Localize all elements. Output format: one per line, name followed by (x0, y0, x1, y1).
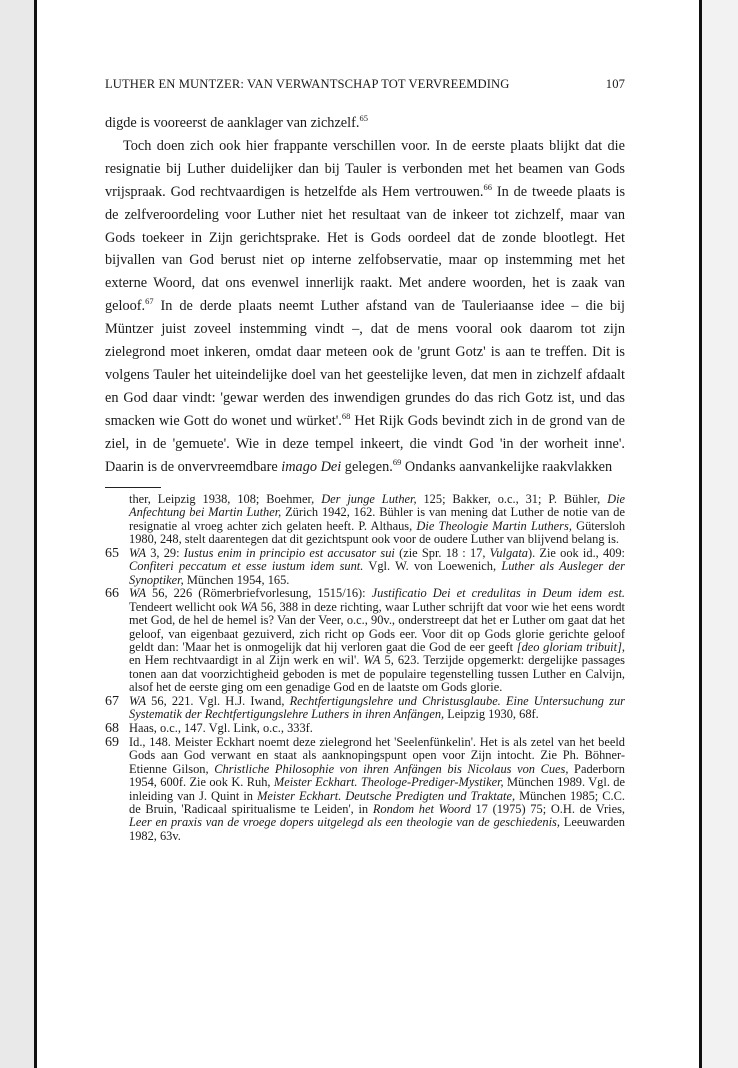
footnote-number: 65 (105, 545, 119, 561)
footnote-number: 67 (105, 693, 119, 709)
scan-right-edge (699, 0, 702, 1068)
page-number: 107 (605, 77, 625, 91)
footnote-ref-69[interactable]: 69 (392, 456, 402, 467)
paragraph: Toch doen zich ook hier frappante verschillen voor. In de eerste plaats blijkt dat die resignatie bij Luther duidelijker dan bij Tauler is verbonden met het beamen van Gods vrijspraak. God rechtvaardigen is hetzelfde als Hem vertrouwen.$^{66}$ In de tweede plaats is de zelfveroordeling voor Luther niet het resultaat van de inkeer tot zichzelf, maar van Gods toekeer in Zijn gerichtsprake. Het is Gods oordeel dat de zonde blootlegt. Het bijvallen van God berust niet op interne zelfobservatie, maar op instemming met het externe Woord, dat ons evenwel innerlijk raakt. Met andere woorden, het is zaak van geloof.$^{67}$ In de derde plaats neemt Luther afstand van de Tauleriaanse idee – die bij Müntzer juist zoveel instemming vindt –, dat de mens vooral ook daarom tot zijn zielegrond moet inkeren, omdat daar meteen ook de 'grunt Gotz' is aan te treffen. Dit is volgens Tauler het uiteindelijke doel van het geestelijke leven, dat men in zichzelf afdaalt en God daar vindt: 'gewar werden des inwendigen grundes do das rich Gotz ist, und das smacken wie Gott do wonet und würket'.$^{68}$ Het Rijk Gods bevindt zich in de grond van de ziel, in de 'gemuete'. Wie in deze tempel inkeert, die vindt God 'in der worheit inne'. Daarin is de onvervreemdbare imago Dei gelegen.$^{69}$ Ondanks aanvankelijke raakvlakken (105, 137, 626, 475)
footnote-number: 68 (105, 720, 119, 736)
footnote-ref-66[interactable]: 66 (483, 181, 492, 192)
footnote-separator (105, 487, 161, 488)
footnote-66: 66 WA 56, 226 (Römerbriefvorlesung, 1515/16): Justificatio Dei et credulitas in Deum idem est. Tendeert wellicht ook WA 56, 388 in deze richting, waar Luther schrijft dat voor wie het eens wordt met God, de hel de hemel is? Van der Veer, o.c., 90v., onderstreept dat het er Luther om gaat dat het geloof, van eigenbaat gezuiverd, zich richt op Gods eer. Voor dit op Gods glorie gerichte geloof geldt dan: 'Maar het is onmogelijk dat hij verloren gaat die God de eer geeft [deo gloriam tribuit], en Hem rechtvaardigt in al Zijn werk en wil'. WA 5, 623. Terzijde opgemerkt: dergelijke passages tonen aan dat voorzichtigheid geboden is met de populaire tegenstelling tussen Luther en Calvijn, alsof het de eerste ging om een genadige God en de laatste om Gods glorie. (105, 586, 625, 695)
scan-left-margin (0, 0, 36, 1068)
footnote-68: 68 Haas, o.c., 147. Vgl. Link, o.c., 333f. (105, 720, 313, 736)
footnote-ref-65[interactable]: 65 (359, 113, 368, 123)
scan-left-edge (34, 0, 37, 1068)
scan-right-margin (700, 0, 738, 1068)
footnote-67: 67 WA 56, 221. Vgl. H.J. Iwand, Rechtfertigungslehre und Christusglaube. Eine Untersuchung zur Systematik der Rechtfertigungslehre Luthers in ihren Anfängen, Leipzig 1930, 68f. (105, 693, 625, 722)
footnote-number: 66 (105, 586, 119, 602)
running-header (105, 77, 625, 97)
footnote-65: 65 WA 3, 29: Iustus enim in principio est accusator sui (zie Spr. 18 : 17, Vulgata). Zie ook id., 409: Confiteri peccatum et esse iustum idem sunt. Vgl. W. von Loewenich, Luther als Ausleger der Synoptiker, München 1954, 165. (105, 545, 626, 587)
main-text (105, 112, 625, 479)
footnote-ref-68[interactable]: 68 (341, 410, 351, 421)
running-title: LUTHER EN MUNTZER: VAN VERWANTSCHAP TOT VERVREEMDING (105, 77, 510, 91)
footnotes (105, 493, 625, 843)
footnote-69: 69 Id., 148. Meister Eckhart noemt deze zielegrond het 'Seelenfünkelin'. Het is als zetel van het beeld Gods aan God verwant en staat als aanknopingspunt open voor Zijn intocht. Zie Ph. Böhner-Etienne Gilson, Christliche Philosophie von ihren Anfängen bis Nicolaus von Cues, Paderborn 1954, 600f. Zie ook K. Ruh, Meister Eckhart. Theologe-Prediger-Mystiker, München 1989. Vgl. de inleiding van J. Quint in Meister Eckhart. Deutsche Predigten und Traktate, München 1985; C.C. de Bruin, 'Radicaal spiritualisme te Leiden', in Rondom het Woord 17 (1975) 75; O.H. de Vries, Leer en praxis van de vroege dopers uitgelegd als een theologie van de geschiedenis, Leeuwarden 1982, 63v. (105, 734, 626, 843)
footnote-ref-67[interactable]: 67 (145, 296, 154, 307)
footnote-continued: ther, Leipzig 1938, 108; Boehmer, Der junge Luther, 125; Bakker, o.c., 31; P. Bühler, Die Anfechtung bei Martin Luther, Zürich 1942, 162. Bühler is van mening dat Luther de notie van de resignatie al vroeg achter zich gelaten heeft. P. Althaus, Die Theologie Martin Luthers, Gütersloh 1980, 248, stelt daarentegen dat dit gezichtspunt ook voor de oudere Luther van blijvend belang is. (129, 492, 626, 547)
footnote-number: 69 (105, 734, 119, 750)
paragraph-continuation: digde is vooreerst de aanklager van zichzelf.$^{65}$ (105, 113, 368, 131)
